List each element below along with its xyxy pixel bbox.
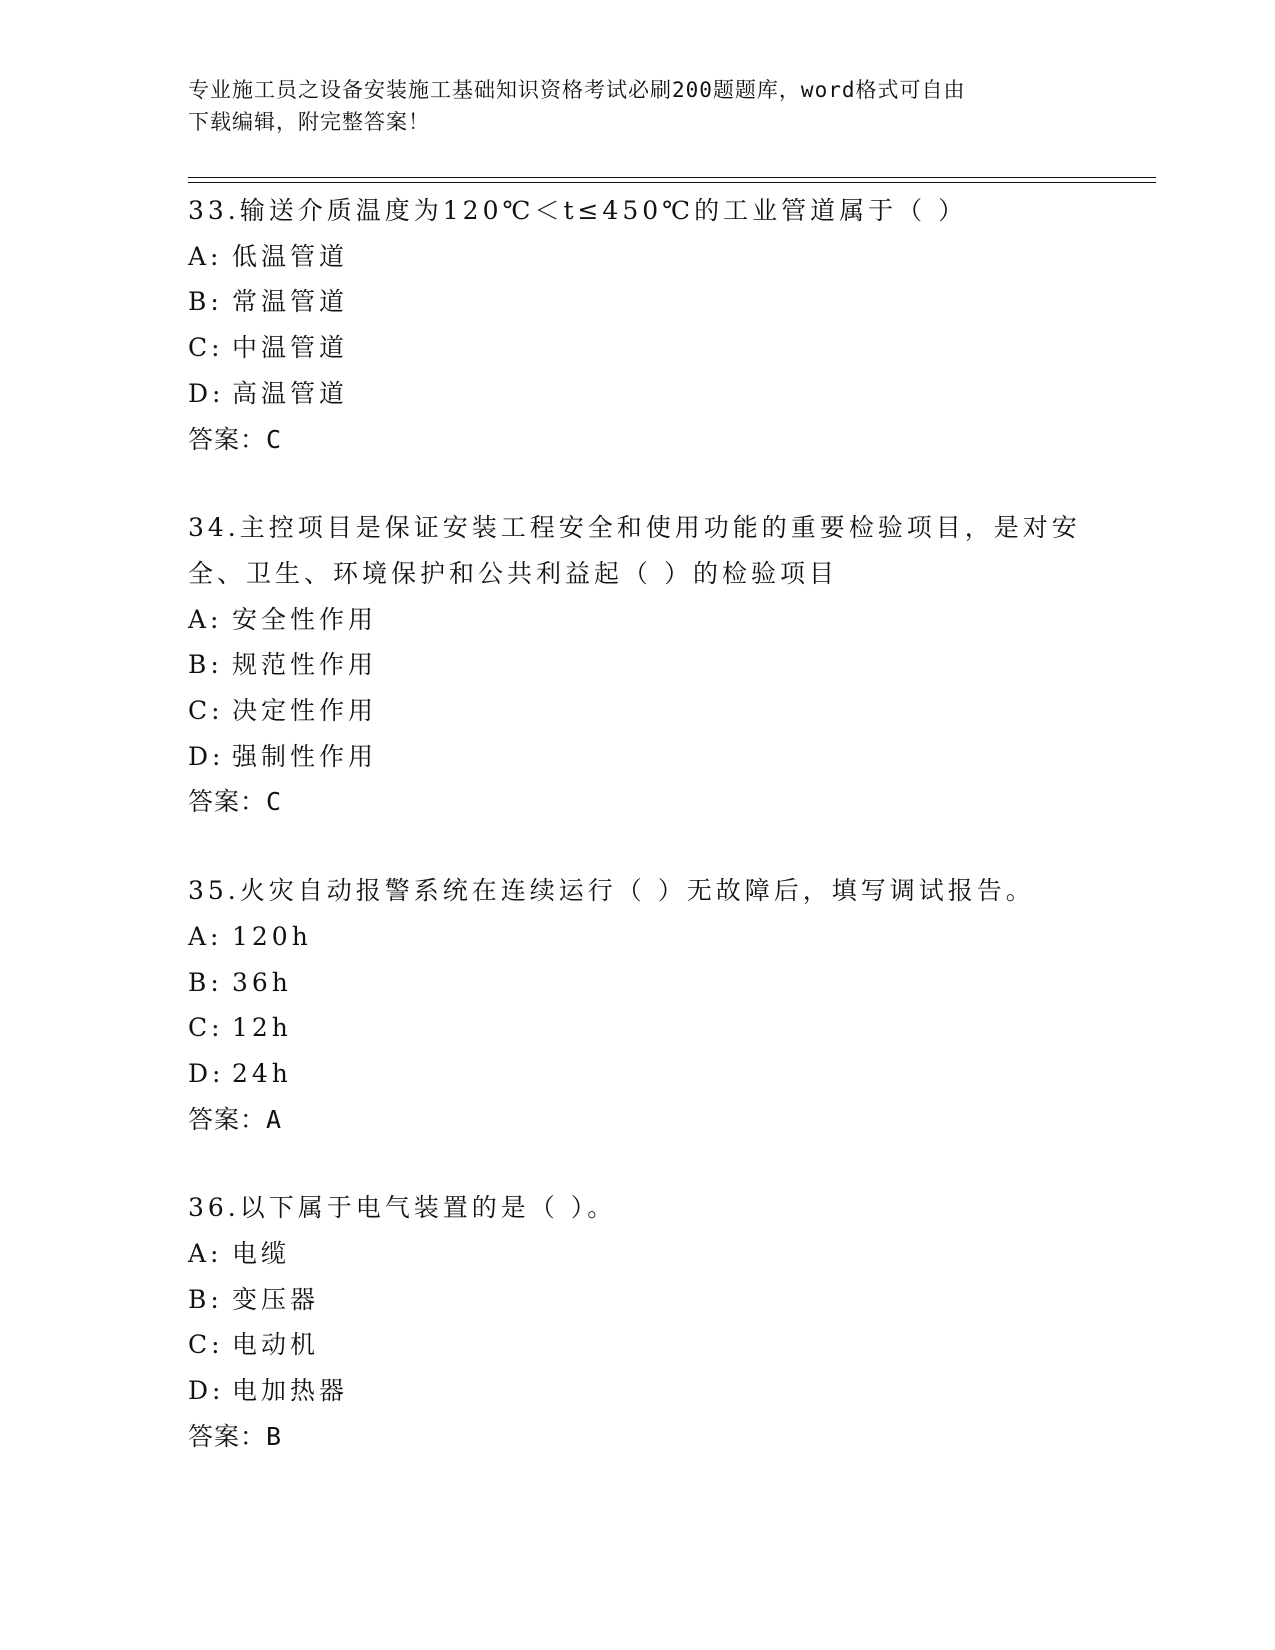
option-a [188, 234, 1088, 280]
option-label: D: [188, 378, 225, 408]
option-label: D: [188, 1376, 225, 1406]
option-a [188, 597, 1088, 643]
option-label: A: [188, 921, 223, 951]
option-text: 12h [232, 1013, 292, 1043]
question-text: 35.火灾自动报警系统在连续运行（ ）无故障后，填写调试报告。 [188, 876, 1035, 906]
answer-line: 答案：B [188, 1421, 283, 1451]
option-c [188, 1322, 1088, 1368]
question-text: 33.输送介质温度为120℃＜t≤450℃的工业管道属于（ ） [188, 196, 968, 225]
option-d [188, 1051, 1088, 1097]
option-text: 高温管道 [232, 378, 349, 408]
option-text: 24h [232, 1058, 292, 1088]
option-d [188, 371, 1088, 417]
option-label: A: [188, 1239, 223, 1269]
option-label: B: [188, 650, 223, 680]
option-label: A: [188, 241, 223, 271]
option-d [188, 1368, 1088, 1414]
question-text: 36.以下属于电气装置的是（ ）。 [188, 1193, 617, 1223]
question-33 [188, 188, 1088, 462]
question-35 [188, 868, 1088, 1142]
option-label: C: [188, 333, 224, 363]
header-line-1: 专业施工员之设备安装施工基础知识资格考试必刷200题题库，word格式可自由 [188, 78, 966, 102]
header-divider-top [188, 177, 1156, 178]
option-label: D: [188, 1058, 225, 1088]
option-text: 规范性作用 [232, 650, 378, 680]
option-text: 电缆 [232, 1239, 291, 1269]
option-label: B: [188, 967, 223, 997]
option-b [188, 642, 1088, 688]
option-label: B: [188, 287, 223, 317]
option-d [188, 734, 1088, 780]
option-b [188, 1277, 1088, 1323]
answer-line: 答案：C [188, 787, 283, 817]
option-c [188, 1005, 1088, 1051]
question-text-continued: 全、卫生、环境保护和公共利益起（ ）的检验项目 [188, 558, 838, 588]
option-label: B: [188, 1284, 223, 1314]
option-b [188, 279, 1088, 325]
option-a [188, 1231, 1088, 1277]
header-line-2: 下载编辑，附完整答案！ [188, 110, 430, 134]
question-36 [188, 1185, 1088, 1459]
option-text: 电动机 [232, 1330, 320, 1360]
option-text: 低温管道 [232, 241, 349, 271]
answer-line: 答案：A [188, 1104, 283, 1134]
option-text: 常温管道 [232, 287, 349, 317]
option-label: A: [188, 604, 223, 634]
option-text: 决定性作用 [232, 696, 378, 726]
option-text: 120h [232, 921, 312, 951]
document-header [188, 74, 1088, 138]
option-label: C: [188, 696, 224, 726]
option-text: 安全性作用 [232, 604, 378, 634]
question-text: 34.主控项目是保证安装工程安全和使用功能的重要检验项目，是对安 [188, 513, 1081, 543]
option-label: C: [188, 1013, 224, 1043]
option-text: 变压器 [232, 1284, 320, 1314]
option-text: 电加热器 [232, 1376, 349, 1406]
option-b [188, 960, 1088, 1006]
option-text: 中温管道 [232, 333, 349, 363]
option-c [188, 688, 1088, 734]
header-divider-bottom [188, 182, 1156, 183]
option-a [188, 914, 1088, 960]
option-c [188, 325, 1088, 371]
answer-line: 答案：C [188, 424, 283, 454]
option-text: 36h [232, 967, 292, 997]
option-label: D: [188, 741, 225, 771]
option-label: C: [188, 1330, 224, 1360]
question-list [188, 188, 1088, 1503]
option-text: 强制性作用 [232, 741, 378, 771]
question-34 [188, 505, 1088, 825]
